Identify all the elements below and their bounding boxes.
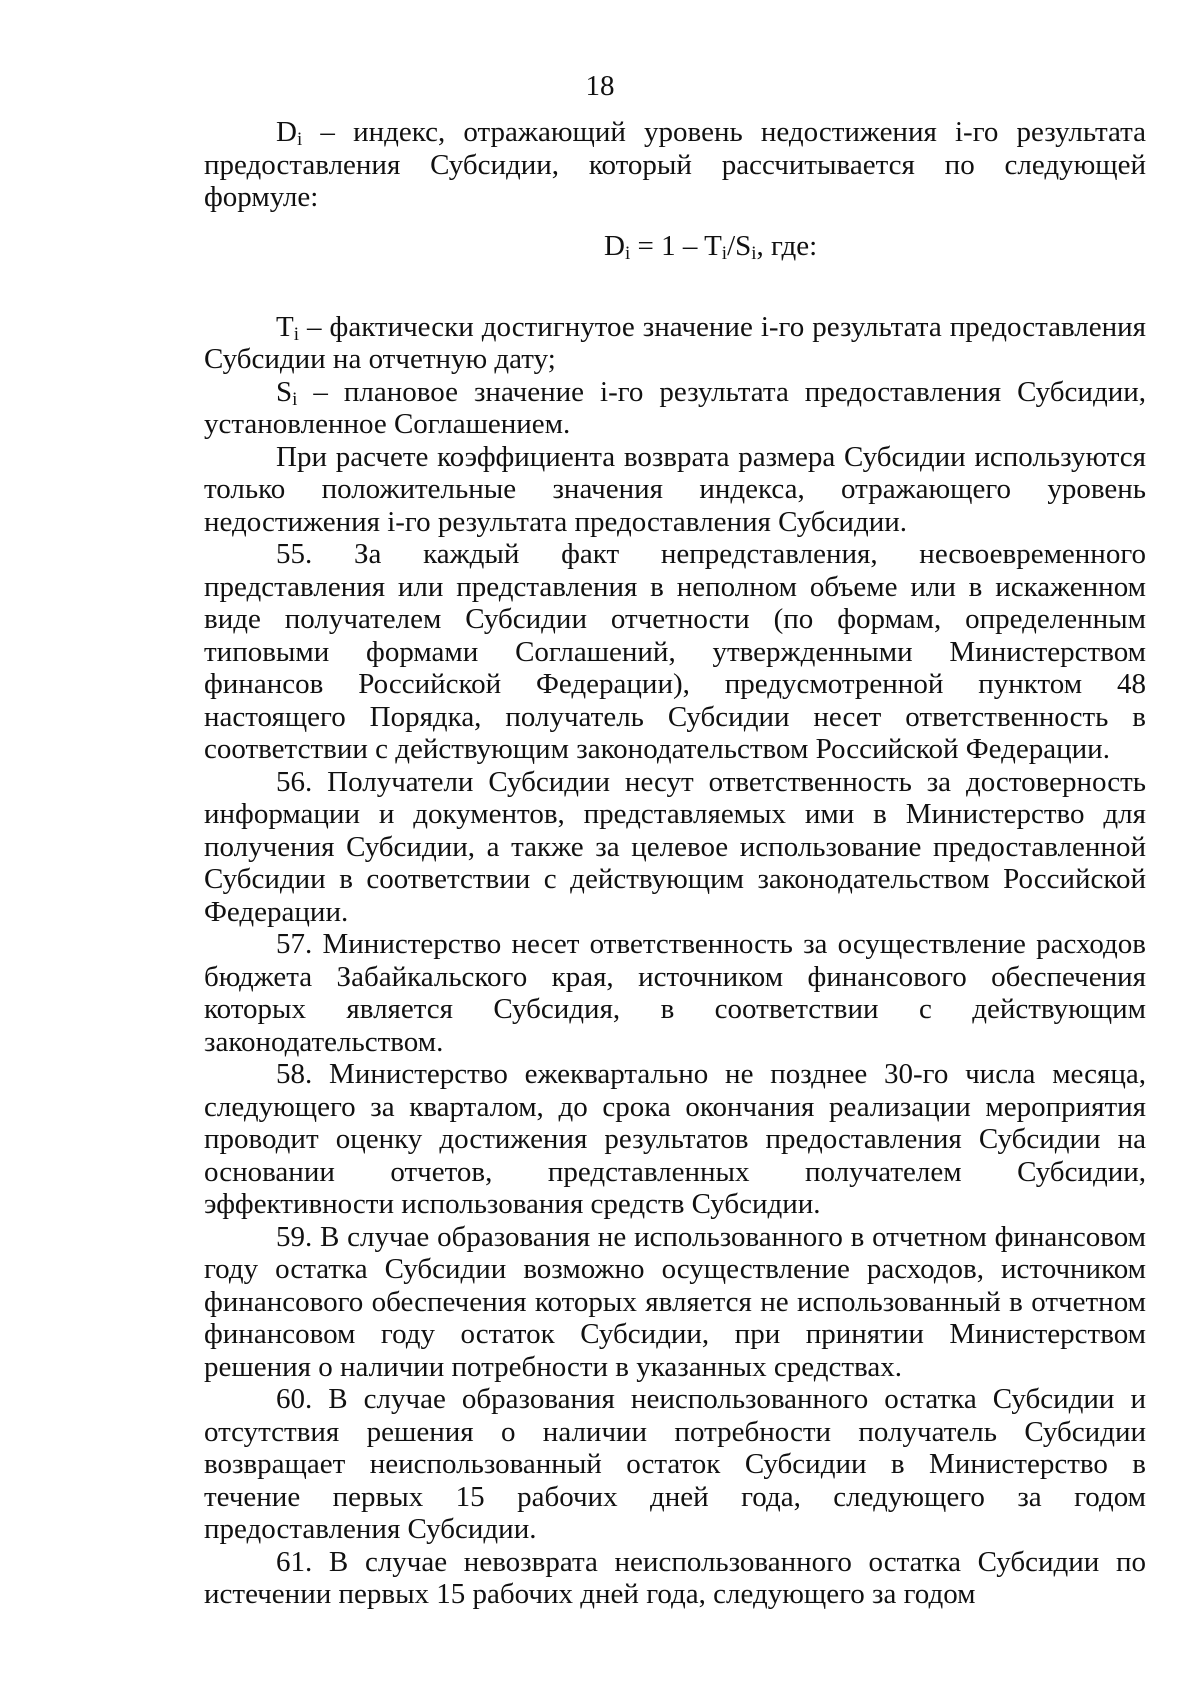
paragraph-d-definition: [204, 116, 1146, 214]
paragraph-59: 59. В случае образования не использованного в отчетном финансовом году остатка Субсидии возможно осуществление расходов, источником финансового обеспечения которых является не использованный в отчетном финансовом году остаток Субсидии, при принятии Министерством решения о наличии потребности в указанных средствах.: [204, 1220, 1146, 1383]
formula-t-subscript: i: [721, 242, 728, 264]
t-definition-text: – фактически достигнутое значение i-го результата предоставления Субсидии на отчетную дату;: [204, 310, 1146, 375]
formula-tail: , где:: [756, 229, 818, 262]
paragraph-60: 60. В случае образования неиспользованного остатка Субсидии и отсутствия решения о наличии потребности получатель Субсидии возвращает неиспользованный остаток Субсидии в Министерство в течение первых 15 рабочих дней года, следующего за годом предоставления Субсидии.: [204, 1383, 1146, 1545]
document-body: [204, 116, 1146, 1611]
symbol-t: T: [276, 310, 294, 343]
formula-d-symbol: D: [604, 229, 625, 262]
d-definition-text: – индекс, отражающий уровень недостижения i-го результата предоставления Субсидии, который рассчитывается по следующей формуле:: [204, 116, 1146, 213]
paragraph-57: 57. Министерство несет ответственность за осуществление расходов бюджета Забайкальского края, источником финансового обеспечения которых является Субсидия, в соответствии с действующим законодательством.: [204, 928, 1146, 1058]
symbol-s: S: [276, 375, 293, 408]
subscript-i: i: [293, 323, 299, 345]
paragraph-58: 58. Министерство ежеквартально не позднее 30-го числа месяца, следующего за кварталом, до срока окончания реализации мероприятия проводит оценку достижения результатов предоставления Субсидии на основании отчетов, представленных получателем Субсидии, эффективности использования средств Субсидии.: [204, 1058, 1146, 1220]
paragraph-s-definition: [204, 376, 1146, 441]
paragraph-56: 56. Получатели Субсидии несут ответственность за достоверность информации и документов, представляемых ими в Министерство для получения Субсидии, а также за целевое использование предоставленной Субсидии в соответствии с действующим законодательством Российской Федерации.: [204, 765, 1146, 928]
formula-divisor: /S: [727, 229, 752, 262]
s-definition-text: – плановое значение i-го результата предоставления Субсидии, установленное Соглашением.: [204, 375, 1146, 440]
paragraph-calculation-note: При расчете коэффициента возврата размера Субсидии используются только положительные значения индекса, отражающего уровень недостижения i-го результата предоставления Субсидии.: [204, 440, 1146, 538]
symbol-d: D: [276, 116, 297, 148]
paragraph-61: 61. В случае невозврата неиспользованного остатка Субсидии по истечении первых 15 рабочих дней года, следующего за годом: [204, 1545, 1146, 1610]
subscript-i: i: [292, 388, 298, 410]
formula-d-subscript: i: [624, 242, 631, 264]
formula: [204, 214, 1146, 311]
formula-s-subscript: i: [751, 242, 757, 264]
paragraph-55: 55. За каждый факт непредставления, несвоевременного представления или представления в неполном объеме или в искаженном виде получателем Субсидии отчетности (по формам, определенным типовыми формами Соглашений, утвержденными Министерством финансов Российской Федерации), предусмотренной пунктом 48 настоящего Порядка, получатель Субсидии несет ответственность в соответствии с действующим законодательством Российской Федерации.: [204, 538, 1146, 765]
formula-middle: = 1 – T: [630, 229, 722, 262]
paragraph-t-definition: [204, 311, 1146, 376]
page-number: 18: [585, 70, 615, 102]
subscript-i: i: [296, 129, 303, 150]
